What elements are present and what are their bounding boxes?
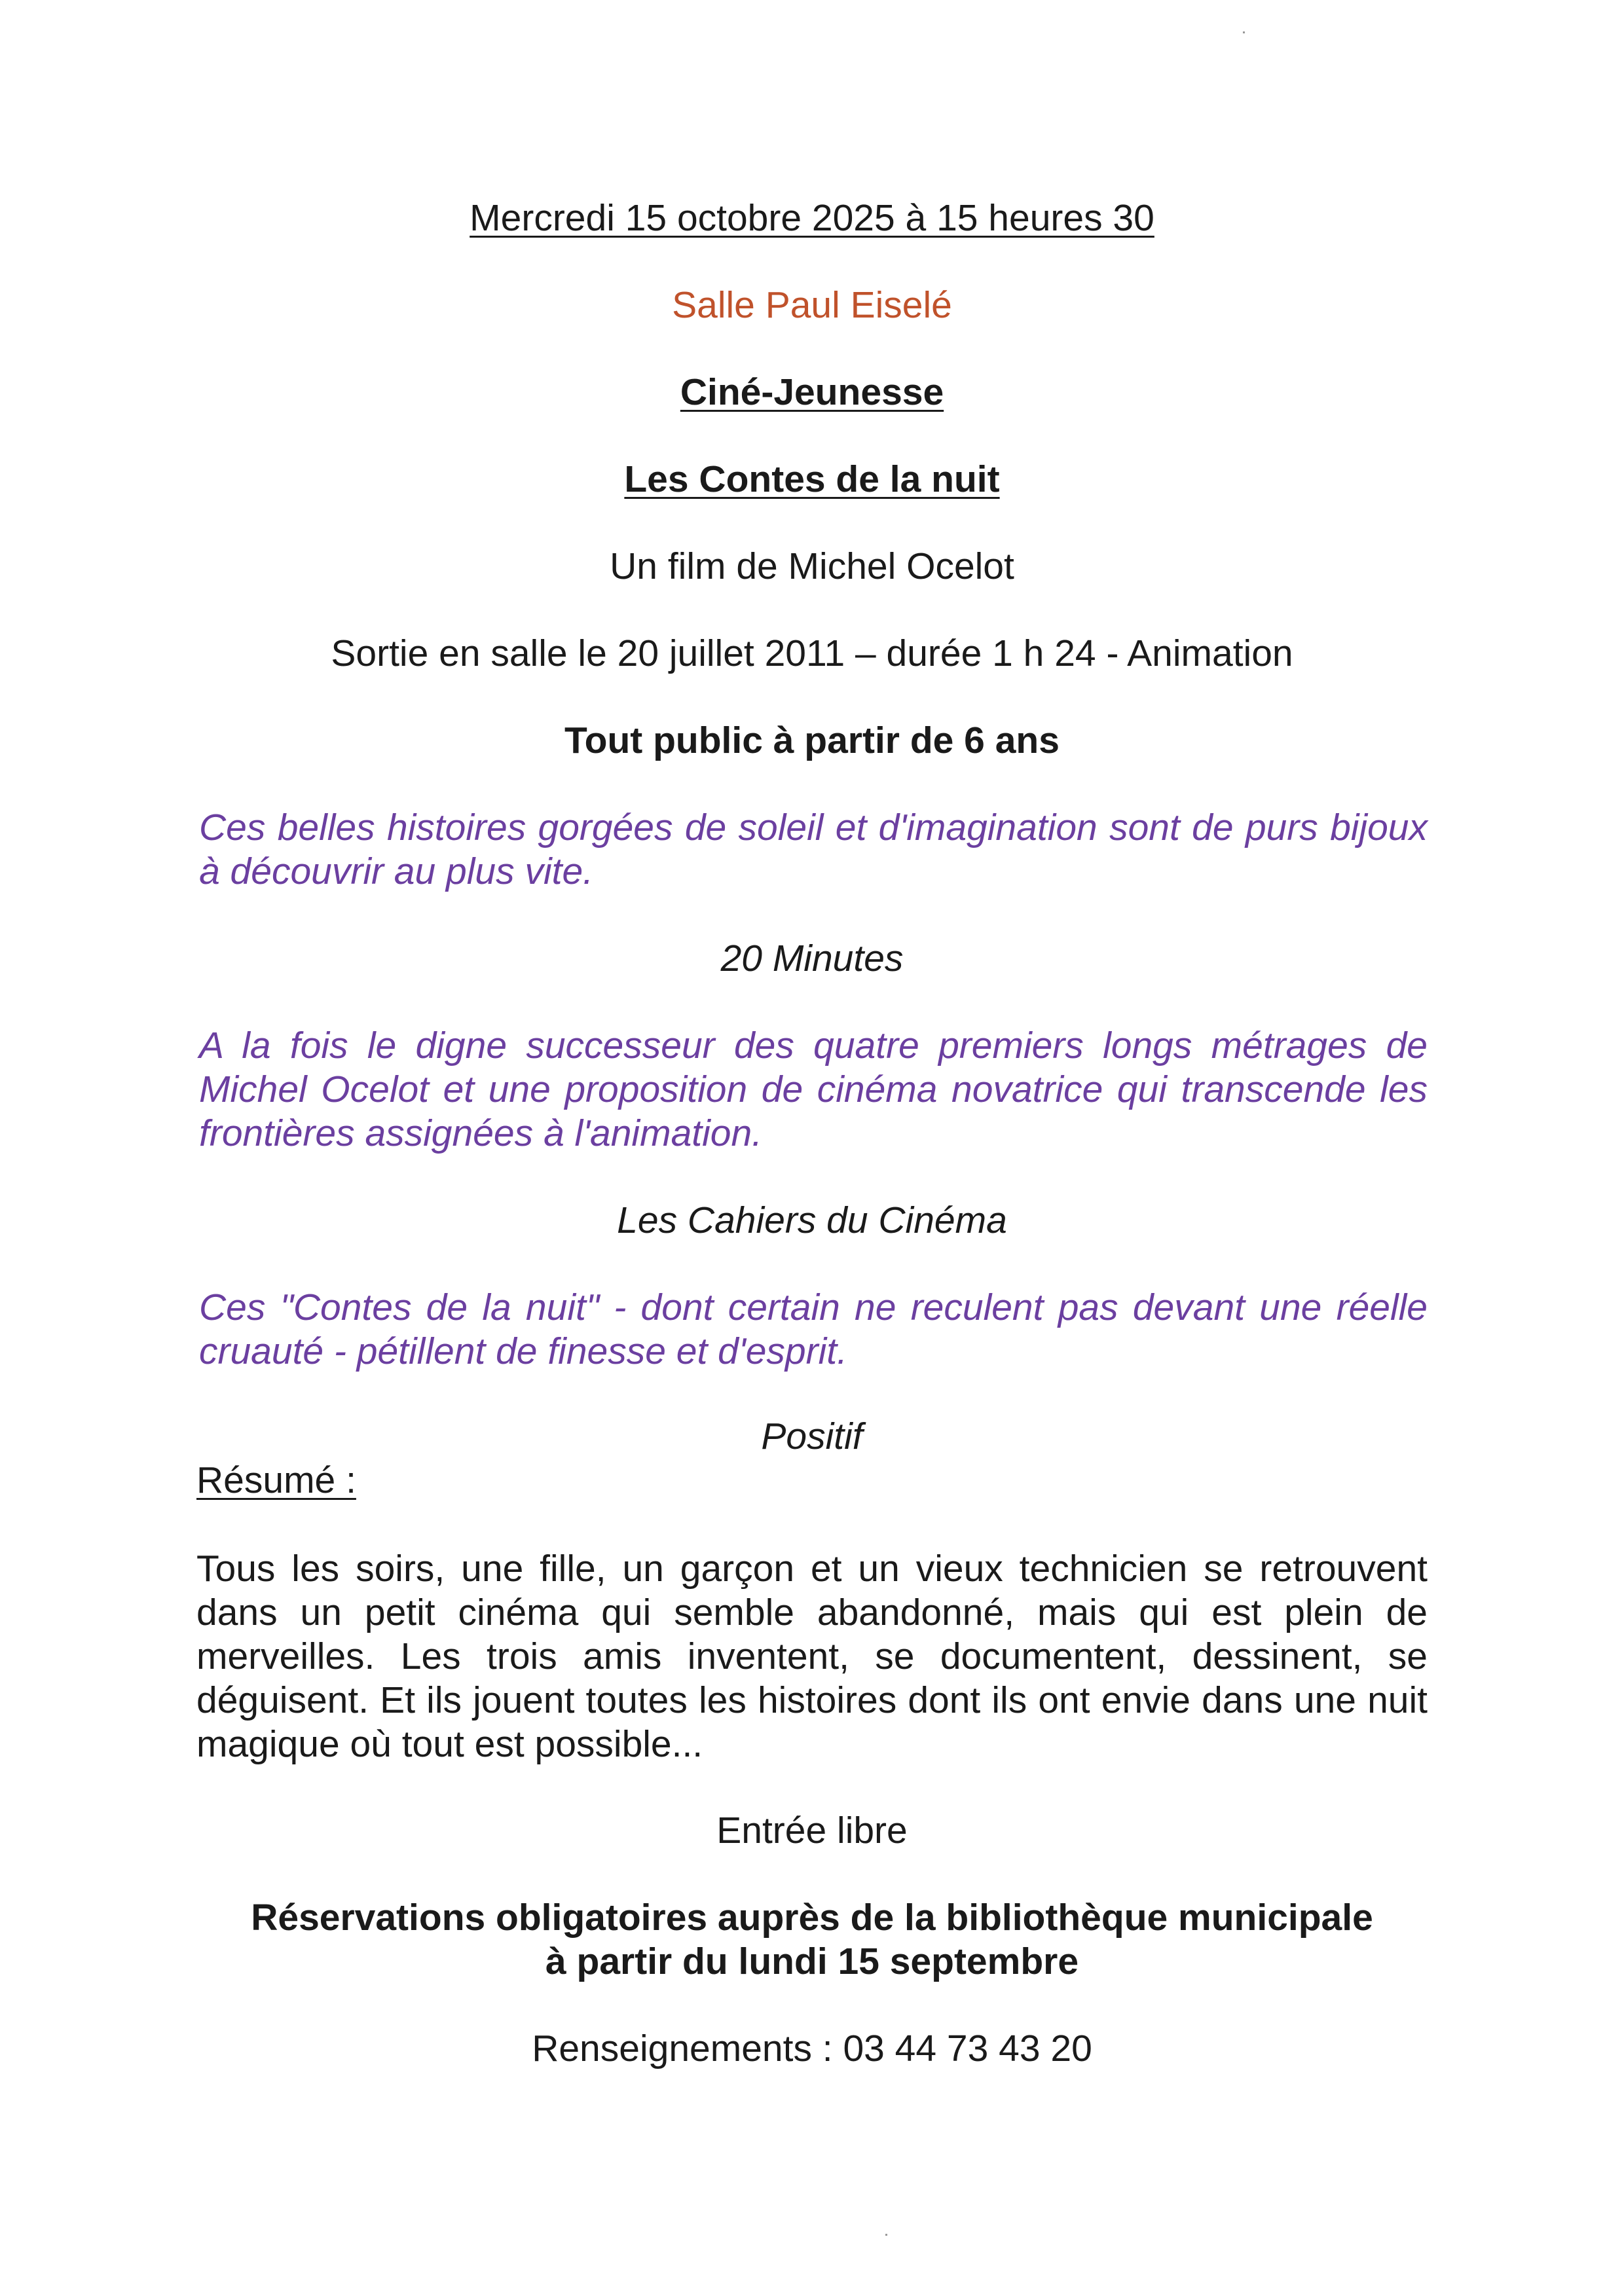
entry-info: Entrée libre	[716, 1810, 908, 1851]
reservation-line-2: à partir du lundi 15 septembre	[545, 1941, 1079, 1982]
review-source: Les Cahiers du Cinéma	[617, 1199, 1007, 1241]
event-date: Mercredi 15 octobre 2025 à 15 heures 30	[470, 197, 1154, 239]
release-info: Sortie en salle le 20 juillet 2011 – durée 1 h 24 - Animation	[331, 632, 1293, 674]
series-title: Ciné-Jeunesse	[680, 371, 944, 413]
review-quote: A la fois le digne successeur des quatre premiers longs métrages de Michel Ocelot et une proposition de cinéma novatrice qui transcende les frontières assignées à l'animation.	[199, 1025, 1428, 1154]
film-director: Un film de Michel Ocelot	[610, 545, 1014, 587]
reservation-line-1: Réservations obligatoires auprès de la bibliothèque municipale	[251, 1897, 1373, 1939]
scan-speck	[885, 2234, 887, 2236]
scan-speck	[1243, 31, 1245, 33]
contact-info: Renseignements : 03 44 73 43 20	[532, 2028, 1092, 2069]
review-quote: Ces "Contes de la nuit" - dont certain ne reculent pas devant une réelle cruauté - pétillent de finesse et d'esprit.	[199, 1286, 1428, 1372]
review-source: Positif	[761, 1415, 863, 1457]
review-quote: Ces belles histoires gorgées de soleil et d'imagination sont de purs bijoux à découvrir au plus vite.	[199, 807, 1428, 892]
film-title: Les Contes de la nuit	[624, 458, 1000, 500]
summary-text: Tous les soirs, une fille, un garçon et un vieux technicien se retrouvent dans un petit cinéma qui semble abandonné, mais qui est plein de merveilles. Les trois amis inventent, se documentent, dessinent, se déguisent. Et ils jouent toutes les histoires dont ils ont envie dans une nuit magique où tout est possible...	[196, 1548, 1428, 1765]
review-source: 20 Minutes	[720, 938, 904, 979]
summary-title: Résumé :	[196, 1459, 356, 1501]
audience-info: Tout public à partir de 6 ans	[564, 720, 1060, 761]
venue-name: Salle Paul Eiselé	[672, 284, 952, 326]
